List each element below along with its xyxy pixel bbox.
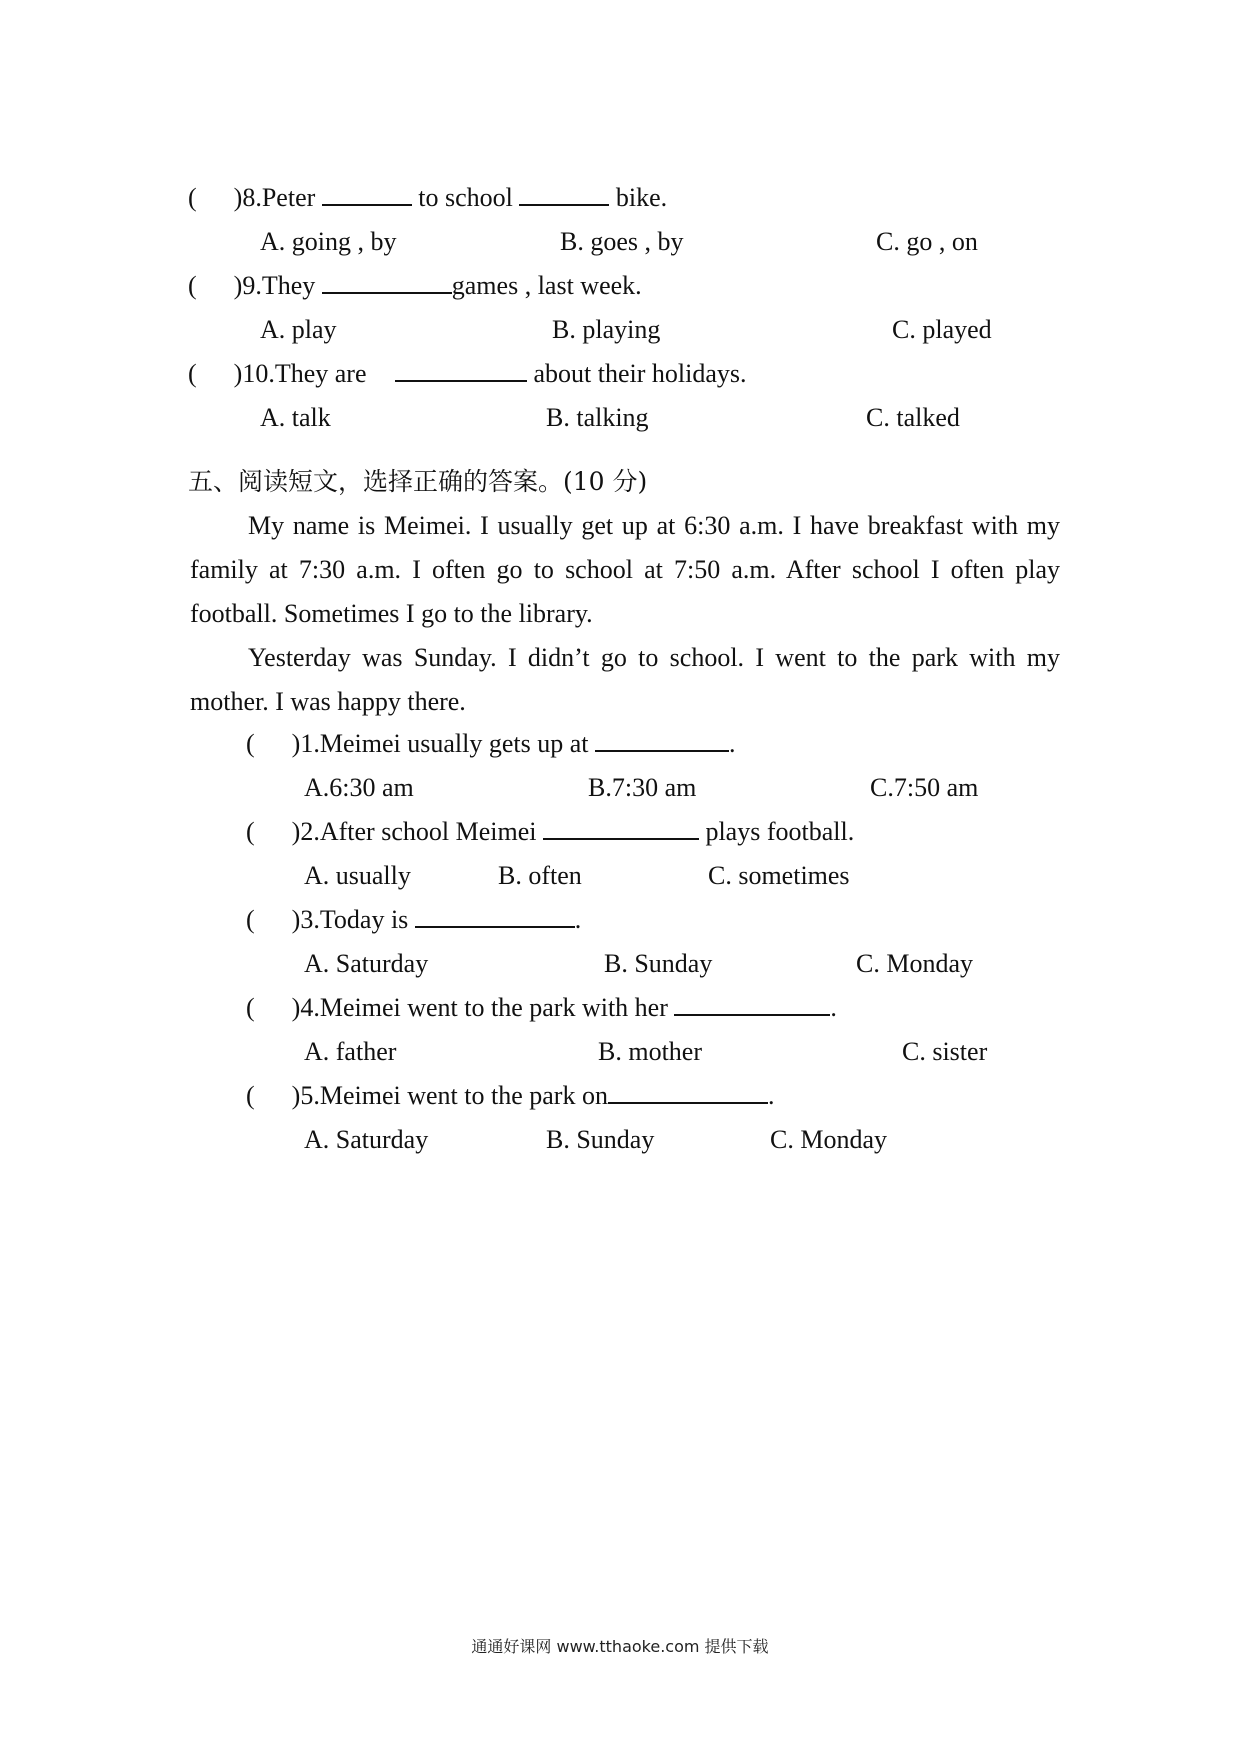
question-text: Meimei went to the park on	[319, 1081, 608, 1110]
option-a[interactable]: A. father	[304, 1037, 397, 1066]
fill-blank[interactable]	[415, 906, 575, 928]
question-text: .	[767, 1081, 775, 1110]
question-text: Meimei usually gets up at	[319, 729, 589, 758]
option-a[interactable]: A. play	[260, 315, 337, 344]
question-text: They	[261, 271, 316, 300]
question-number: )10.	[233, 359, 275, 388]
option-b[interactable]: B. often	[498, 861, 582, 890]
option-c[interactable]: C. sister	[902, 1037, 988, 1066]
question-8	[188, 182, 667, 214]
option-b[interactable]: B. talking	[546, 403, 649, 432]
question-text: bike.	[615, 183, 668, 212]
option-b[interactable]: B.7:30 am	[588, 773, 697, 802]
fill-blank[interactable]	[322, 184, 412, 206]
question-9	[188, 270, 642, 302]
answer-paren: (	[188, 271, 197, 300]
question-number: )5.	[291, 1081, 320, 1110]
question-text: .	[728, 729, 736, 758]
fill-blank[interactable]	[322, 272, 452, 294]
question-text: They are	[274, 359, 367, 388]
fill-blank[interactable]	[395, 360, 527, 382]
option-b[interactable]: B. Sunday	[546, 1125, 655, 1154]
question-10	[188, 358, 747, 390]
fill-blank[interactable]	[519, 184, 609, 206]
question-number: )2.	[291, 817, 320, 846]
question-text: .	[830, 993, 837, 1022]
option-c[interactable]: C. go , on	[876, 227, 978, 256]
question-text: After school Meimei	[319, 817, 537, 846]
option-b[interactable]: B. goes , by	[560, 227, 684, 256]
question-text: Today is	[319, 905, 409, 934]
fill-blank[interactable]	[543, 818, 699, 840]
option-a[interactable]: A. usually	[304, 861, 411, 890]
answer-paren: (	[188, 359, 197, 388]
answer-paren: (	[246, 1081, 255, 1110]
option-a[interactable]: A. Saturday	[304, 949, 429, 978]
option-c[interactable]: C. Monday	[856, 949, 973, 978]
question-text: about their holidays.	[533, 359, 747, 388]
question-text: games , last week.	[451, 271, 642, 300]
answer-paren: (	[246, 817, 255, 846]
reading-question-3	[246, 904, 581, 936]
option-b[interactable]: B. mother	[598, 1037, 702, 1066]
option-c[interactable]: C. Monday	[770, 1125, 887, 1154]
reading-question-2	[246, 816, 854, 848]
footer-credit: 通通好课网 www.tthaoke.com 提供下载	[471, 1637, 769, 1656]
reading-question-1	[246, 728, 735, 760]
option-a[interactable]: A. going , by	[260, 227, 397, 256]
fill-blank[interactable]	[595, 730, 729, 752]
fill-blank[interactable]	[674, 994, 830, 1016]
question-text: .	[574, 905, 582, 934]
question-text: to school	[418, 183, 513, 212]
option-c[interactable]: C.7:50 am	[870, 773, 979, 802]
question-text: plays football.	[705, 817, 855, 846]
answer-paren: (	[246, 993, 255, 1022]
answer-paren: (	[246, 905, 255, 934]
option-c[interactable]: C. sometimes	[708, 861, 850, 890]
option-a[interactable]: A. talk	[260, 403, 331, 432]
question-number: )1.	[291, 729, 320, 758]
reading-question-4	[246, 992, 837, 1024]
answer-paren: (	[246, 729, 255, 758]
passage-paragraph-1: My name is Meimei. I usually get up at 6:30 a.m. I have breakfast with my family at 7:30 a.m. I often go to school at 7:50 a.m. After school I often play football. Sometimes I go to the library.	[190, 511, 1060, 628]
question-text: Meimei went to the park with her	[319, 993, 668, 1022]
question-number: )9.	[233, 271, 262, 300]
fill-blank[interactable]	[608, 1082, 768, 1104]
passage-paragraph-2: Yesterday was Sunday. I didn’t go to school. I went to the park with my mother. I was happy there.	[190, 643, 1060, 716]
question-number: )8.	[233, 183, 262, 212]
option-a[interactable]: A. Saturday	[304, 1125, 429, 1154]
option-c[interactable]: C. played	[892, 315, 992, 344]
question-number: )4.	[291, 993, 320, 1022]
question-number: )3.	[291, 905, 320, 934]
section-heading: 五、阅读短文，选择正确的答案。(10 分)	[188, 467, 648, 496]
option-b[interactable]: B. playing	[552, 315, 661, 344]
question-text: Peter	[261, 183, 316, 212]
option-b[interactable]: B. Sunday	[604, 949, 713, 978]
reading-question-5	[246, 1080, 774, 1112]
option-a[interactable]: A.6:30 am	[304, 773, 414, 802]
answer-paren: (	[188, 183, 197, 212]
option-c[interactable]: C. talked	[866, 403, 960, 432]
